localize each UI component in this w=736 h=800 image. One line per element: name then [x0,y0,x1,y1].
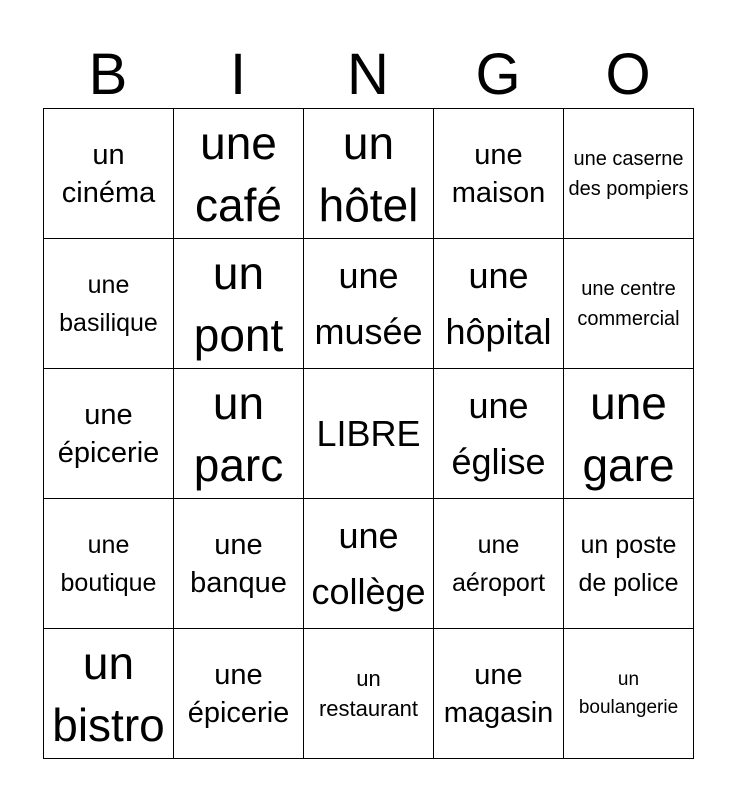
bingo-cell[interactable] [44,499,174,629]
cell-text: une épicerie [57,398,160,469]
bingo-cell[interactable] [434,499,564,629]
bingo-cell[interactable] [44,109,174,239]
cell-text: un bistro [52,636,165,751]
bingo-cell[interactable] [174,369,304,499]
bingo-card [43,40,693,759]
bingo-cell[interactable] [44,239,174,369]
cell-text: une musée [314,254,423,352]
cell-text: une basilique [59,270,158,337]
cell-text: un parc [193,376,284,491]
bingo-grid [43,108,694,759]
cell-text: une magasin [443,658,554,729]
bingo-cell[interactable] [174,239,304,369]
bingo-cell[interactable] [304,239,434,369]
cell-text: une maison [451,138,546,209]
bingo-cell[interactable] [564,499,694,629]
bingo-cell[interactable] [174,629,304,759]
cell-text: une gare [582,376,675,491]
header-letter-o: O [605,42,651,107]
bingo-cell[interactable] [174,109,304,239]
cell-text: un poste de police [578,530,679,597]
bingo-cell[interactable] [174,499,304,629]
bingo-cell[interactable] [564,369,694,499]
cell-text: une centre commercial [577,277,680,330]
header-letter-i: I [229,42,247,107]
cell-text: une boutique [60,530,157,597]
bingo-cell[interactable] [564,629,694,759]
cell-text: une hôpital [445,254,552,352]
bingo-cell[interactable] [434,109,564,239]
bingo-cell[interactable] [304,109,434,239]
cell-text: une banque [190,528,287,599]
bingo-cell[interactable] [304,629,434,759]
cell-text: une collège [311,514,426,612]
cell-text: une café [195,116,282,231]
bingo-cell[interactable] [434,629,564,759]
bingo-header [43,40,693,108]
header-letter-n: N [347,42,389,107]
cell-text: une aéroport [451,530,546,597]
bingo-cell[interactable] [304,499,434,629]
free-space-label: LIBRE [316,412,421,454]
cell-text: un hôtel [318,116,419,231]
cell-text: une épicerie [187,658,290,729]
cell-text: un pont [193,246,284,361]
cell-text: une église [451,384,546,482]
header-letter-b: B [88,42,128,107]
bingo-cell[interactable] [44,629,174,759]
cell-text: un restaurant [318,665,419,721]
bingo-cell[interactable] [434,239,564,369]
cell-text: un boulangerie [578,668,679,718]
bingo-cell[interactable] [434,369,564,499]
bingo-cell[interactable] [564,109,694,239]
cell-text: un cinéma [61,138,156,209]
bingo-cell[interactable] [44,369,174,499]
cell-text: une caserne des pompiers [568,147,689,200]
header-letter-g: G [475,42,521,107]
bingo-cell[interactable] [564,239,694,369]
free-space-cell[interactable] [304,369,434,499]
